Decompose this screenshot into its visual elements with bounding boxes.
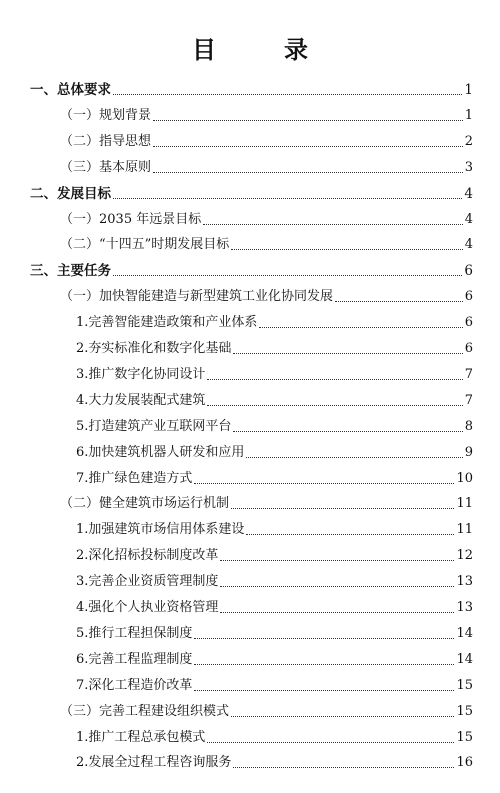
toc-entry-page-number: 11	[456, 522, 473, 538]
toc-entry-page-number: 2	[464, 133, 473, 149]
toc-entry-page-number: 1	[464, 82, 473, 98]
toc-entry-label: 3.推广数字化协同设计	[76, 366, 206, 382]
dot-leader	[233, 767, 454, 768]
dot-leader	[153, 120, 463, 121]
toc-entry[interactable]	[60, 702, 473, 722]
toc-entry-page-number: 10	[456, 470, 473, 486]
dot-leader	[246, 534, 454, 535]
toc-entry-page-number: 15	[456, 677, 473, 693]
toc-entry[interactable]	[76, 753, 473, 773]
toc-entry-page-number: 8	[464, 418, 473, 434]
toc-entry-page-number: 1	[464, 107, 473, 123]
toc-entry-page-number: 11	[456, 496, 473, 512]
dot-leader	[246, 457, 462, 458]
dot-leader	[220, 612, 454, 613]
toc-entry[interactable]	[76, 520, 473, 540]
toc-entry[interactable]	[76, 572, 473, 592]
toc-entry[interactable]	[76, 624, 473, 644]
toc-entry-page-number: 4	[464, 185, 473, 202]
toc-entry-label: 6.完善工程监理制度	[76, 651, 193, 667]
toc-entry-label: （一）加快智能建造与新型建筑工业化协同发展	[60, 289, 334, 305]
toc-entry-label: （三）基本原则	[60, 159, 152, 175]
toc-entry-page-number: 7	[464, 392, 473, 408]
toc-entry-page-number: 15	[456, 729, 473, 745]
dot-leader	[220, 560, 454, 561]
toc-entry-page-number: 13	[456, 600, 473, 615]
toc-entry[interactable]	[60, 494, 473, 514]
toc-entry-label: （二）健全建筑市场运行机制	[60, 496, 230, 512]
toc-entry-label: 7.深化工程造价改革	[76, 677, 193, 693]
toc-entry-page-number: 15	[456, 703, 473, 719]
dot-leader	[153, 146, 463, 147]
toc-entry-page-number: 6	[464, 289, 473, 305]
toc-entry[interactable]	[76, 417, 473, 437]
toc-entry-page-number: 13	[456, 574, 473, 590]
toc-entry-label: 4.大力发展装配式建筑	[76, 392, 206, 408]
toc-entry-label: 5.打造建筑产业互联网平台	[76, 418, 232, 434]
dot-leader	[233, 431, 462, 432]
toc-entry-label: （三）完善工程建设组织模式	[60, 703, 230, 719]
toc-entry-page-number: 14	[456, 651, 473, 667]
toc-entry-label: 2.发展全过程工程咨询服务	[76, 755, 232, 771]
toc-entry-label: 1.完善智能建造政策和产业体系	[76, 315, 258, 331]
toc-entry[interactable]	[30, 80, 473, 100]
toc-title: 目 录	[192, 36, 330, 64]
dot-leader	[194, 664, 454, 665]
toc-entry[interactable]	[76, 365, 473, 385]
toc-entry[interactable]	[76, 443, 473, 463]
toc-entry-label: 3.完善企业资质管理制度	[76, 574, 219, 590]
toc-entry-label: 7.推广绿色建造方式	[76, 470, 193, 486]
toc-entry-page-number: 9	[464, 444, 473, 460]
toc-entry-label: 2.夯实标准化和数字化基础	[76, 341, 232, 356]
toc-entry[interactable]	[30, 261, 473, 281]
toc-entry-label: 1.推广工程总承包模式	[76, 729, 206, 745]
toc-entry[interactable]	[60, 235, 473, 255]
dot-leader	[207, 405, 462, 406]
dot-leader	[153, 172, 463, 173]
toc-entry[interactable]	[30, 184, 473, 204]
dot-leader	[231, 716, 454, 717]
dot-leader	[207, 742, 454, 743]
toc-entry-label: （二）“十四五”时期发展目标	[60, 237, 230, 253]
toc-entry[interactable]	[60, 287, 473, 307]
toc-entry-label: 一、总体要求	[30, 82, 111, 98]
dot-leader	[207, 379, 462, 380]
toc-entry-label: 6.加快建筑机器人研发和应用	[76, 444, 245, 460]
toc-entry-page-number: 7	[464, 366, 473, 382]
toc-entry-page-number: 3	[464, 159, 473, 175]
dot-leader	[113, 275, 462, 276]
toc-entry-page-number: 4	[464, 237, 473, 253]
toc-entry-page-number: 16	[456, 755, 473, 771]
toc-entry-label: （一）2035 年远景目标	[60, 211, 202, 227]
toc-entry[interactable]	[76, 313, 473, 333]
dot-leader	[194, 638, 454, 639]
toc-entry-label: 二、发展目标	[30, 185, 111, 202]
toc-entry[interactable]	[76, 391, 473, 411]
dot-leader	[203, 224, 463, 225]
toc-entry[interactable]	[76, 339, 473, 359]
toc-entry[interactable]	[60, 106, 473, 126]
toc-entry-label: 2.深化招标投标制度改革	[76, 548, 219, 564]
dot-leader	[194, 690, 454, 691]
toc-entry[interactable]	[76, 650, 473, 670]
dot-leader	[231, 508, 454, 509]
dot-leader	[113, 198, 462, 199]
dot-leader	[194, 483, 454, 484]
toc-entry-page-number: 4	[464, 211, 473, 227]
toc-entry-label: 1.加强建筑市场信用体系建设	[76, 522, 245, 538]
dot-leader	[220, 586, 454, 587]
toc-entry-page-number: 14	[456, 625, 473, 641]
toc-entry-label: （一）规划背景	[60, 107, 152, 123]
toc-entry[interactable]	[60, 132, 473, 152]
toc-entry[interactable]	[76, 546, 473, 566]
toc-entry[interactable]	[60, 158, 473, 178]
dot-leader	[259, 327, 462, 328]
toc-entry[interactable]	[76, 676, 473, 696]
dot-leader	[113, 94, 462, 95]
dot-leader	[233, 353, 462, 354]
dot-leader	[231, 249, 462, 250]
toc-entry-page-number: 6	[464, 341, 473, 356]
toc-entry[interactable]	[76, 598, 473, 618]
toc-entry[interactable]	[76, 728, 473, 748]
toc-entry[interactable]	[76, 469, 473, 489]
toc-entry[interactable]	[60, 210, 473, 230]
toc-entry-page-number: 12	[456, 548, 473, 564]
toc-entry-label: 4.强化个人执业资格管理	[76, 600, 219, 615]
toc-entry-label: 三、主要任务	[30, 263, 111, 280]
toc-entry-label: 5.推行工程担保制度	[76, 625, 193, 641]
toc-entry-page-number: 6	[464, 263, 473, 280]
toc-entry-page-number: 6	[464, 315, 473, 331]
dot-leader	[335, 301, 463, 302]
toc-entry-label: （二）指导思想	[60, 133, 152, 149]
